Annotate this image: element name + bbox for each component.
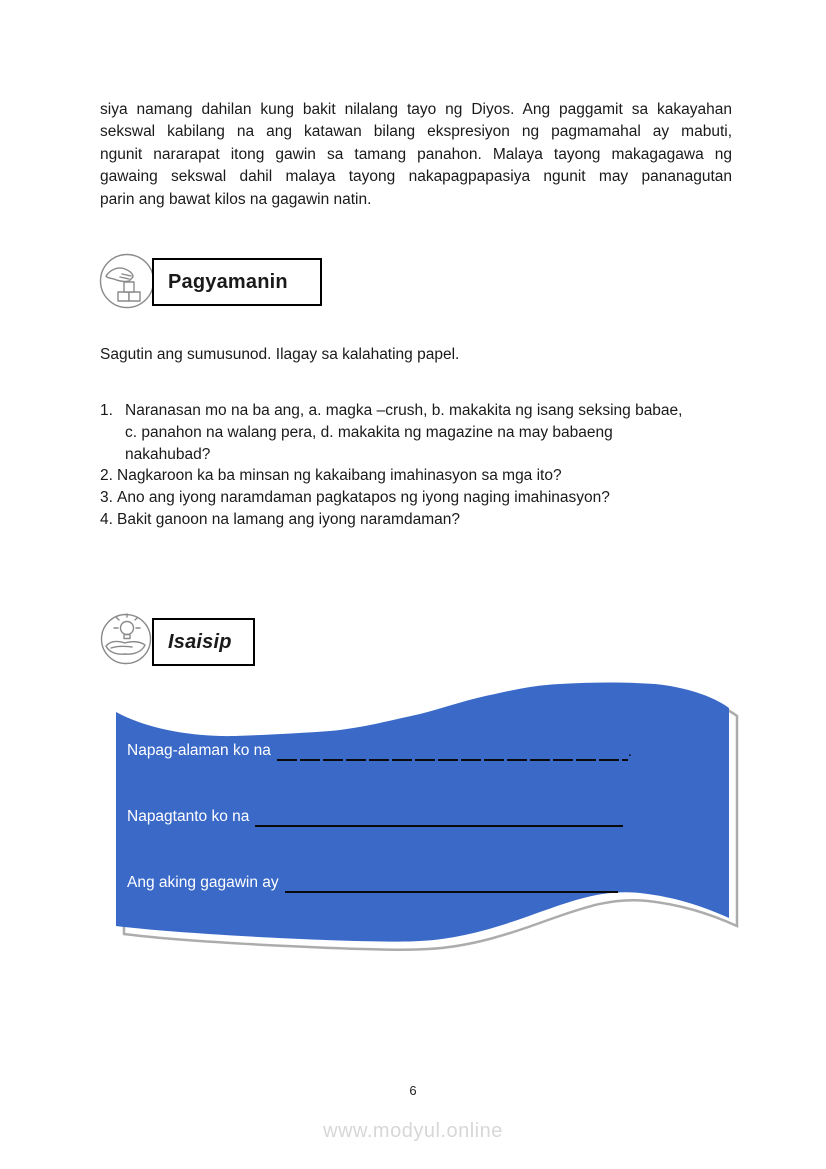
list-marker: 4. <box>100 510 113 528</box>
fill-in-blank-line <box>285 870 618 893</box>
page-number: 6 <box>409 1083 417 1098</box>
reflection-item <box>127 740 632 761</box>
reflection-item <box>127 872 618 893</box>
intro-paragraph <box>100 99 732 211</box>
list-item-line: Naranasan mo na ba ang, a. magka –crush, b. makakita ng isang seksing babae, <box>125 402 683 419</box>
list-item-text <box>125 400 740 465</box>
isaisip-label: Isaisip <box>168 630 232 653</box>
pagyamanin-section-header <box>152 258 322 306</box>
reflection-prompt: Napag-alaman ko na <box>127 742 271 759</box>
question-list <box>100 400 740 531</box>
list-item-line: Ano ang iyong naramdaman pagkatapos ng iyong naging imahinasyon? <box>117 489 610 507</box>
watermark-text: www.modyul.online <box>323 1120 503 1142</box>
reflection-prompt: Ang aking gagawin ay <box>127 874 279 891</box>
reflection-suffix: . <box>627 743 632 760</box>
paragraph-line: siya namang dahilan kung bakit nilalang tayo ng Diyos. Ang paggamit sa kakayahan <box>100 101 732 118</box>
reflection-item <box>127 806 623 827</box>
pagyamanin-label: Pagyamanin <box>168 270 288 293</box>
paragraph-line: sekswal kabilang na ang katawan bilang ekspresiyon ng pagmamahal ay mabuti, <box>100 123 732 141</box>
list-item <box>100 400 740 465</box>
instruction-text: Sagutin ang sumusunod. Ilagay sa kalahating papel. <box>100 346 460 363</box>
fill-in-blank-line <box>255 804 623 827</box>
list-item <box>100 487 740 509</box>
fill-in-blank-line <box>277 740 628 761</box>
isaisip-section-header <box>152 618 255 666</box>
list-item-line: nakahubad? <box>125 445 211 463</box>
list-item-line: Bakit ganoon na lamang ang iyong naramdaman? <box>117 510 460 528</box>
list-marker: 2. <box>100 467 113 485</box>
hand-stacking-blocks-icon <box>98 252 156 315</box>
paragraph-line: gawaing sekswal dahil malaya tayong nakapagpapasiya ngunit may pananagutan <box>100 168 732 186</box>
list-item-line: Nagkaroon ka ba minsan ng kakaibang imahinasyon sa mga ito? <box>117 467 562 485</box>
paragraph-line: ngunit nararapat itong gawin sa tamang panahon. Malaya tayong makagagawa ng <box>100 145 732 163</box>
hand-holding-lightbulb-icon <box>99 612 153 671</box>
list-marker: 1. <box>100 402 113 419</box>
list-item-text <box>117 465 740 487</box>
list-item <box>100 465 740 487</box>
list-item-text <box>117 509 740 531</box>
list-marker: 3. <box>100 489 113 507</box>
reflection-prompt: Napagtanto ko na <box>127 808 250 825</box>
list-item-text <box>117 487 740 509</box>
list-item-line: c. panahon na walang pera, d. makakita ng magazine na may babaeng <box>125 423 613 441</box>
paragraph-line: parin ang bawat kilos na gagawin natin. <box>100 190 372 208</box>
list-item <box>100 509 740 531</box>
